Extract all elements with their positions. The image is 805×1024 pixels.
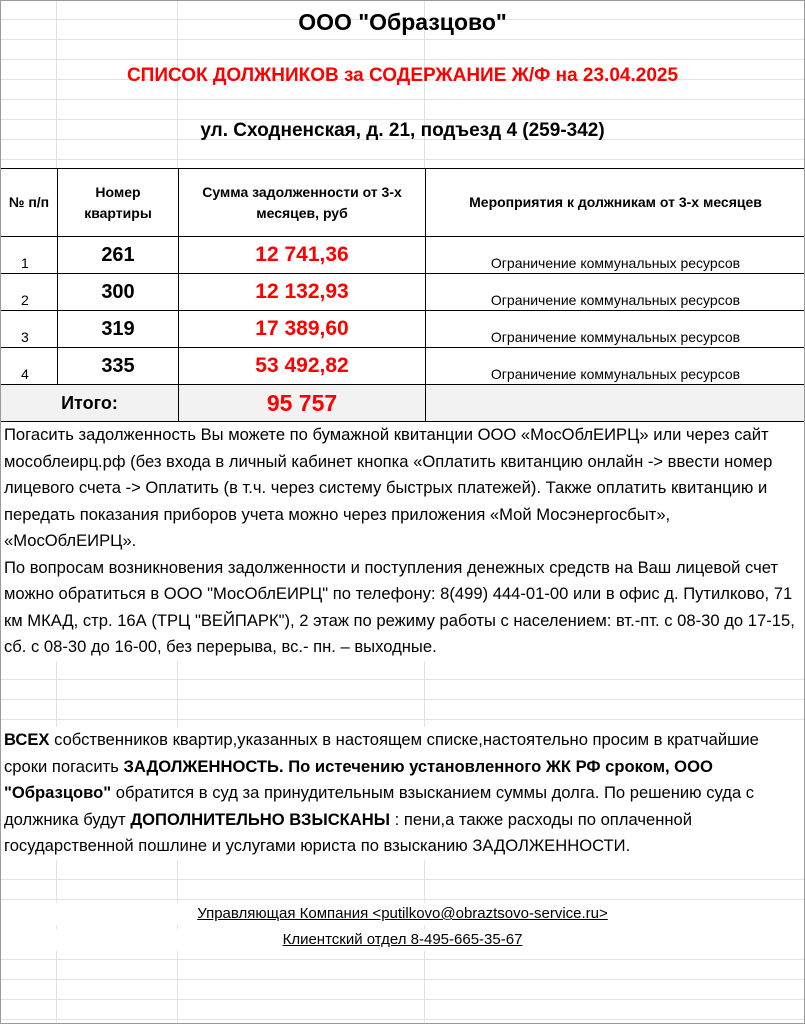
client-department-phone-line: Клиентский отдел 8-495-665-35-67: [0, 929, 805, 951]
apartment-number: 261: [58, 237, 179, 274]
notice-text-2: обратится в суд за принудительным взысканием суммы долга. По решению суда с должника будут: [4, 783, 755, 829]
column-header-action: Мероприятия к должникам от 3-х месяцев: [426, 169, 805, 237]
apartment-number: 300: [58, 274, 179, 311]
debtors-list-title: СПИСОК ДОЛЖНИКОВ за СОДЕРЖАНИЕ Ж/Ф на 23.04.2025: [126, 65, 679, 86]
debtor-action: Ограничение коммунальных ресурсов: [426, 348, 805, 385]
notice-text-1: собственников квартир,указанных в настоящем списке,настоятельно просим в кратчайшие сроки погасить: [4, 730, 759, 776]
debt-amount: 17 389,60: [179, 311, 426, 348]
row-number: 1: [1, 237, 58, 274]
apartment-number: 335: [58, 348, 179, 385]
company-title: ООО "Образцово": [298, 9, 507, 35]
payment-info: [0, 422, 805, 661]
notice-bold-deadline: По истечению установленного ЖК РФ сроком, ООО "Образцово": [4, 756, 713, 802]
total-empty-cell: [426, 385, 805, 422]
debt-amount: 12 132,93: [179, 274, 426, 311]
table-row: [1, 274, 805, 311]
contact-info-paragraph: По вопросам возникновения задолженности и поступления денежных средств на Ваш лицевой счет можно обратиться в ООО "МосОблЕИРЦ" по телефону: 8(499) 444-01-00 или в офис д. Путилково, 71 км МКАД, стр. 16А (ТРЦ "ВЕЙПАРК"), 2 этаж по режиму работы с населением: вт.-пт. с 08-30 до 17-15, сб. с 08-30 до 16-00, без перерыва, вс.- пн. – выходные.: [4, 557, 795, 656]
table-row: [1, 237, 805, 274]
notice-bold-all: ВСЕХ: [4, 730, 50, 749]
legal-notice: [0, 727, 805, 860]
debtor-action: Ограничение коммунальных ресурсов: [426, 274, 805, 311]
row-number: 3: [1, 311, 58, 348]
column-header-apartment: Номер квартиры: [58, 169, 179, 237]
table-row: [1, 348, 805, 385]
debtor-action: Ограничение коммунальных ресурсов: [426, 311, 805, 348]
apartment-number: 319: [58, 311, 179, 348]
total-row: [1, 385, 805, 422]
notice-bold-additional: ДОПОЛНИТЕЛЬНО ВЗЫСКАНЫ: [130, 809, 391, 829]
row-number: 2: [1, 274, 58, 311]
total-label: Итого:: [1, 385, 179, 422]
management-company-email-line[interactable]: Управляющая Компания <putilkovo@obraztsovo-service.ru>: [0, 903, 805, 925]
column-header-amount: Сумма задолженности от 3-х месяцев, руб: [179, 169, 426, 237]
notice-bold-debt: ЗАДОЛЖЕННОСТЬ.: [123, 756, 284, 776]
column-header-number: № п/п: [1, 169, 58, 237]
debt-amount: 53 492,82: [179, 348, 426, 385]
building-address: ул. Сходненская, д. 21, подъезд 4 (259-342): [200, 120, 605, 141]
notice-text-3: : пени,а также расходы по оплаченной государственной пошлине и услугами юриста по взысканию ЗАДОЛЖЕННОСТИ.: [4, 809, 693, 855]
row-number: 4: [1, 348, 58, 385]
table-row: [1, 311, 805, 348]
debtor-action: Ограничение коммунальных ресурсов: [426, 237, 805, 274]
total-value: 95 757: [179, 385, 426, 422]
debt-amount: 12 741,36: [179, 237, 426, 274]
debtors-table: [0, 168, 805, 422]
payment-info-paragraph: Погасить задолженность Вы можете по бумажной квитанции ООО «МосОблЕИРЦ» или через сайт мособлеирц.рф (без входа в личный кабинет кнопка «Оплатить квитанцию онлайн -> ввести номер лицевого счета -> Оплатить (в т.ч. через систему быстрых платежей). Также оплатить квитанцию и передать показания приборов учета можно через приложения «Мой Мосэнергосбыт», «МосОблЕИРЦ».: [4, 425, 773, 550]
table-header-row: [1, 169, 805, 237]
